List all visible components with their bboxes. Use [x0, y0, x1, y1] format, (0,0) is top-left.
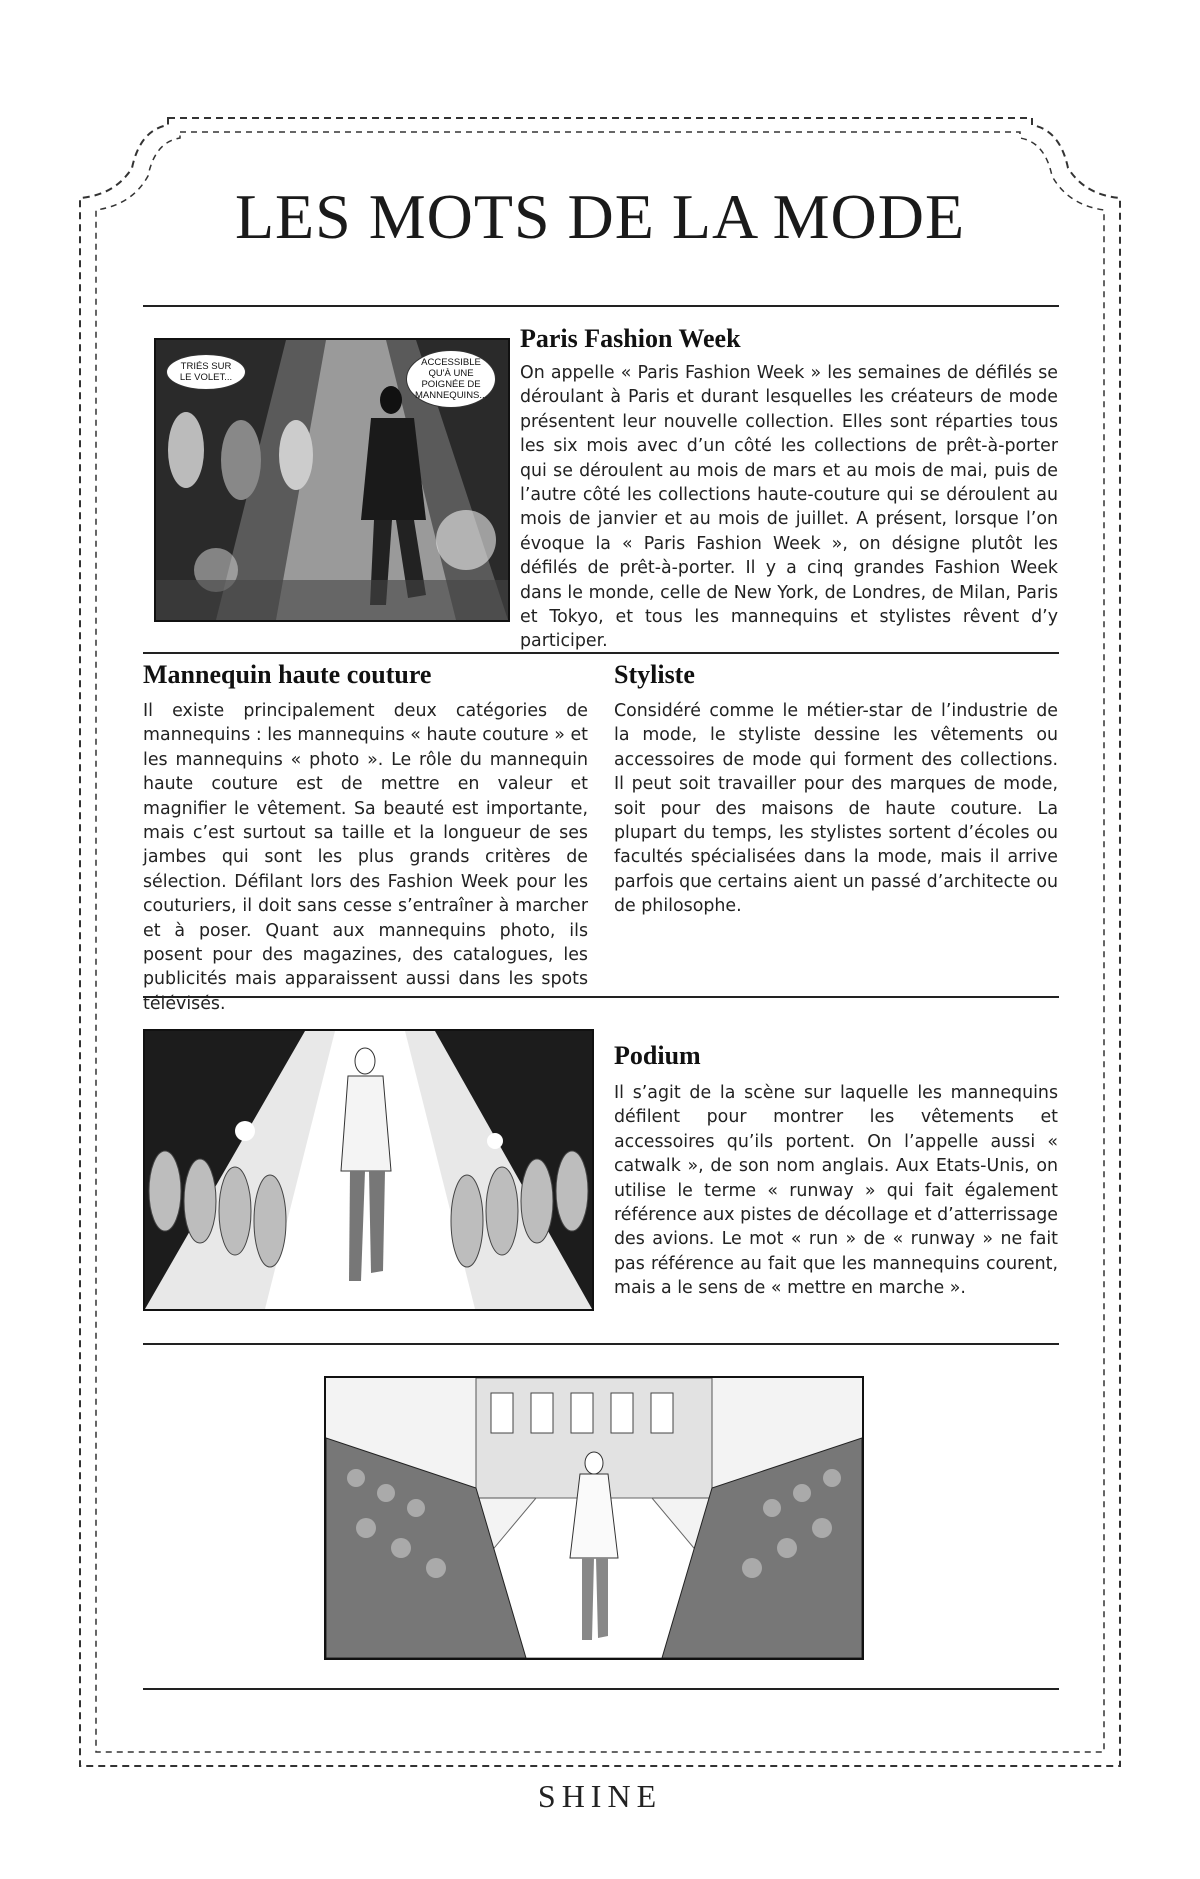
footer-title: SHINE	[537, 1778, 663, 1814]
text-styliste: Considéré comme le métier-star de l’industrie de la mode, le styliste dessine les vêtements ou accessoires de mode qui forment des collections. Il peut soit travailler pour des marques de mode, soit pour des maisons de haute couture. La plupart du temps, les stylistes sortent d’écoles ou facultés spécialisées dans la mode, mais il arrive parfois que certains aient un passé d’architecte ou de philosophe.	[614, 701, 1058, 917]
heading-styliste: Styliste	[614, 660, 695, 689]
speech-bubble-left: TRIÉS SUR LE VOLET...	[166, 354, 246, 390]
heading-paris-fashion-week: Paris Fashion Week	[520, 324, 741, 353]
divider	[143, 305, 1059, 307]
text-podium: Il s’agit de la scène sur laquelle les mannequins défilent pour montrer les vêtements et accessoires qu’ils portent. On l’appelle aussi « catwalk », de son nom anglais. Aux Etats-Unis, on utilise le terme « runway » qui fait également référence aux pistes de décollage et d’atterrissage des avions. Le mot « run » de « runway » ne fait pas référence au fait que les mannequins courent, mais a le sens de « mettre en marche ».	[614, 1083, 1058, 1299]
page-title: LES MOTS DE LA MODE	[234, 181, 966, 252]
manga-panel-runway-hall	[324, 1376, 864, 1660]
heading-podium: Podium	[614, 1041, 701, 1070]
manga-panel-catwalk	[143, 1029, 594, 1311]
heading-mannequin-haute-couture: Mannequin haute couture	[143, 660, 432, 689]
divider	[143, 1343, 1059, 1345]
divider	[143, 1688, 1059, 1690]
text-mannequin-haute-couture: Il existe principalement deux catégories de mannequins : les mannequins « haute couture » et les mannequins « photo ». Le rôle du mannequin haute couture est de mettre en valeur et magnifier le vêtement. Sa beauté est importante, mais c’est surtout sa taille et la longueur de ses jambes qui sont les plus grands critères de sélection. Défilant lors des Fashion Week pour les couturiers, il doit sans cesse s’entraîner à marcher et à poser. Quant aux mannequins photo, ils posent pour des magazines, des catalogues, les publicités mais apparaissent aussi dans les spots télévisés.	[143, 701, 588, 1014]
divider	[143, 652, 1059, 654]
text-paris-fashion-week: On appelle « Paris Fashion Week » les semaines de défilés se déroulant à Paris et durant lesquelles les créateurs de mode présentent leur nouvelle collection. Elles sont réparties tous les six mois avec d’un côté les collections de prêt-à-porter qui se déroulent au mois de mars et au mois de mai, puis de l’autre côté les collections haute-couture qui se déroulent au mois de janvier et au mois de juillet. A présent, lorsque l’on évoque la « Paris Fashion Week », on désigne plutôt les défilés de prêt-à-porter. Il y a cinq grandes Fashion Week dans le monde, celle de New York, de Londres, de Milan, Paris et Tokyo, et tous les mannequins et stylistes rêvent d’y participer.	[520, 363, 1058, 652]
manga-panel-runway-closeup	[154, 338, 510, 622]
speech-bubble-right: ACCESSIBLE QU'À UNE POIGNÉE DE MANNEQUINS...	[406, 350, 496, 408]
divider	[143, 996, 1059, 998]
